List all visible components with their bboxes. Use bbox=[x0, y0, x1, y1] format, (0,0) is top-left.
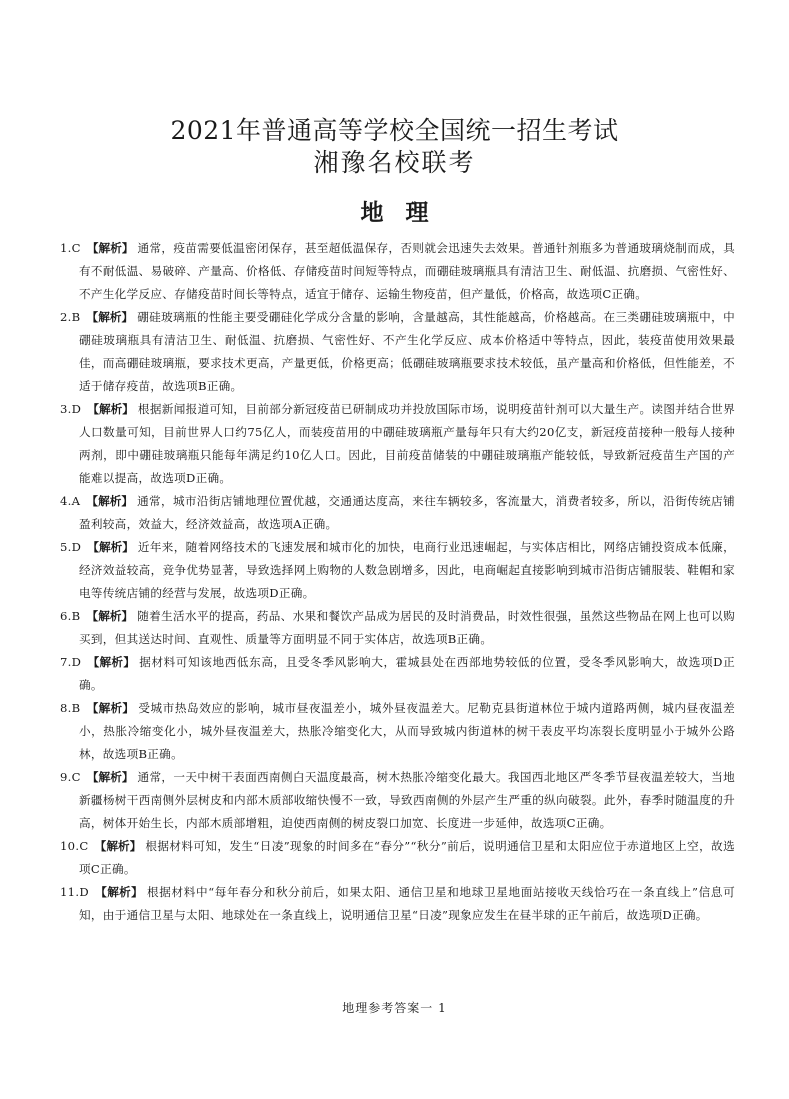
answer-text: 根据新闻报道可知，目前部分新冠疫苗已研制成功并投放国际市场，说明疫苗针剂可以大量生产。读图并结合世界人口数量可知，目前世界人口约75亿人，而装疫苗用的中硼硅玻璃瓶产量每年只有大约20亿支，新冠疫苗接种一般每人接种两剂，即中硼硅玻璃瓶只能每年满足约10亿人口。因此，目前疫苗储装的中硼硅玻璃瓶产能较低，导致新冠疫苗生产国的产能难以提高，故选项D正确。 bbox=[79, 402, 735, 485]
answer-item-10 bbox=[60, 835, 735, 881]
answer-label: 4.A bbox=[60, 494, 81, 508]
answer-text: 通常，疫苗需要低温密闭保存，甚至超低温保存，否则就会迅速失去效果。普通针剂瓶多为普通玻璃烧制而成，具有不耐低温、易破碎、产量高、价格低、存储疫苗时间短等特点，而硼硅玻璃瓶具有清洁卫生、耐低温、抗磨损、气密性好、不产生化学反应、存储疫苗时间长等特点，适宜于储存、运输生物疫苗，但产量低，价格高，故选项C正确。 bbox=[79, 241, 735, 301]
exam-title: 2021年普通高等学校全国统一招生考试 bbox=[170, 116, 619, 145]
answer-text: 根据材料可知，发生“日凌”现象的时间多在“春分”“秋分”前后，说明通信卫星和太阳应位于赤道地区上空，故选项C正确。 bbox=[79, 839, 735, 876]
answer-item-9 bbox=[60, 766, 735, 835]
answer-text: 通常，城市沿街店铺地理位置优越，交通通达度高，来往车辆较多，客流量大，消费者较多，所以，沿街传统店铺盈利较高，效益大，经济效益高，故选项A正确。 bbox=[79, 494, 735, 531]
answer-item-11 bbox=[60, 881, 735, 927]
analysis-tag: 【解析】 bbox=[86, 609, 134, 623]
answer-label: 8.B bbox=[60, 701, 81, 715]
analysis-tag: 【解析】 bbox=[87, 655, 136, 669]
answer-label: 7.D bbox=[60, 655, 82, 669]
analysis-tag: 【解析】 bbox=[86, 494, 134, 508]
answer-text: 通常，一天中树干表面西南侧白天温度最高，树木热胀冷缩变化最大。我国西北地区严冬季节昼夜温差较大，当地新疆杨树干西南侧外层树皮和内部木质部收缩快慢不一致，导致西南侧的外层产生严重的纵向破裂。此外，春季时随温度的升高，树体开始生长，内部木质部增粗，迫使西南侧的树皮裂口加宽、长度进一步延伸，故选项C正确。 bbox=[79, 770, 735, 830]
analysis-tag: 【解析】 bbox=[86, 310, 134, 324]
answer-item-1 bbox=[60, 237, 735, 306]
analysis-tag: 【解析】 bbox=[87, 402, 134, 416]
answer-list bbox=[60, 237, 735, 927]
analysis-tag: 【解析】 bbox=[94, 839, 142, 853]
analysis-tag: 【解析】 bbox=[86, 241, 134, 255]
answer-item-2 bbox=[60, 306, 735, 398]
answer-text: 硼硅玻璃瓶的性能主要受硼硅化学成分含量的影响，含量越高，其性能越高，价格越高。在三类硼硅玻璃瓶中，中硼硅玻璃瓶具有清洁卫生、耐低温、抗磨损、气密性好、不产生化学反应、成本价格适中等特点，因此，装疫苗使用效果最佳，而高硼硅玻璃瓶，要求技术更高，产量更低，价格更高；低硼硅玻璃瓶要求技术较低，虽产量高和价格低，但性能差，不适于储存疫苗，故选项B正确。 bbox=[79, 310, 735, 393]
answer-label: 1.C bbox=[60, 241, 81, 255]
answer-text: 近年来，随着网络技术的飞速发展和城市化的加快，电商行业迅速崛起，与实体店相比，网络店铺投资成本低廉，经济效益较高，竞争优势显著，导致选择网上购物的人数急剧增多，因此，电商崛起直接影响到城市沿街店铺服装、鞋帽和家电等传统店铺的经营与发展，故选项D正确。 bbox=[79, 540, 735, 600]
answer-text: 根据材料中“每年春分和秋分前后，如果太阳、通信卫星和地球卫星地面站接收天线恰巧在一条直线上”信息可知，由于通信卫星与太阳、地球处在一条直线上，说明通信卫星“日凌”现象应发生在昼半球的正午前后，故选项D正确。 bbox=[79, 885, 735, 922]
answer-item-5 bbox=[60, 536, 735, 605]
answer-item-8 bbox=[60, 697, 735, 766]
answer-label: 3.D bbox=[60, 402, 82, 416]
analysis-tag: 【解析】 bbox=[87, 540, 134, 554]
analysis-tag: 【解析】 bbox=[94, 885, 144, 899]
answer-label: 9.C bbox=[60, 770, 81, 784]
answer-item-4 bbox=[60, 490, 735, 536]
answer-text: 受城市热岛效应的影响，城市昼夜温差小，城外昼夜温差大。尼勒克县街道林位于城内道路两侧，城内昼夜温差小，热胀冷缩变化小，城外昼夜温差大，热胀冷缩变化大，从而导致城内街道林的树干表皮平均冻裂长度明显小于城外公路林，故选项B正确。 bbox=[79, 701, 735, 761]
subject-heading: 地理 bbox=[360, 199, 451, 226]
exam-subtitle: 湘豫名校联考 bbox=[313, 148, 476, 177]
answer-label: 10.C bbox=[60, 839, 89, 853]
answer-item-3 bbox=[60, 398, 735, 490]
answer-label: 6.B bbox=[60, 609, 81, 623]
analysis-tag: 【解析】 bbox=[86, 701, 135, 715]
answer-label: 11.D bbox=[60, 885, 89, 899]
answer-text: 据材料可知该地西低东高，且受冬季风影响大，霍城县处在西部地势较低的位置，受冬季风影响大，故选项D正确。 bbox=[79, 655, 735, 692]
answer-text: 随着生活水平的提高，药品、水果和餐饮产品成为居民的及时消费品，时效性很强，虽然这些物品在网上也可以购买到，但其送达时间、直观性、质量等方面明显不同于实体店，故选项B正确。 bbox=[79, 609, 735, 646]
analysis-tag: 【解析】 bbox=[86, 770, 134, 784]
answer-label: 2.B bbox=[60, 310, 81, 324]
answer-item-6 bbox=[60, 605, 735, 651]
answer-label: 5.D bbox=[60, 540, 82, 554]
answer-item-7 bbox=[60, 651, 735, 697]
page-footer: 地理参考答案一 1 bbox=[342, 1001, 447, 1015]
